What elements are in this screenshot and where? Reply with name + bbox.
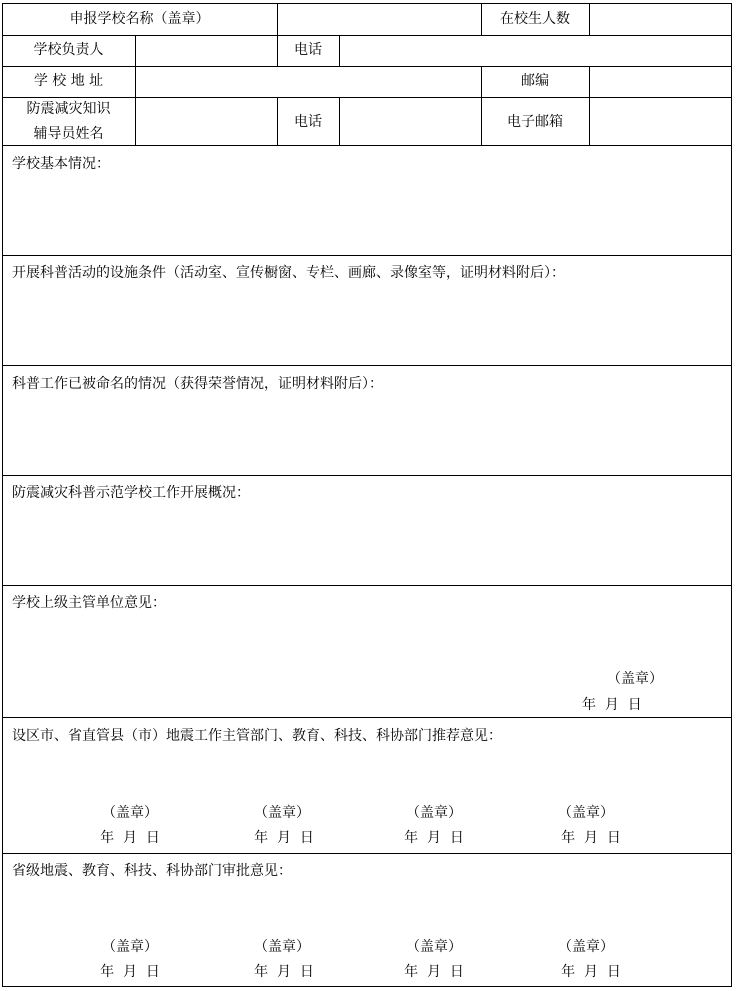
honors-field[interactable] <box>3 396 731 474</box>
section-divider <box>2 475 732 476</box>
address-field[interactable] <box>136 67 481 97</box>
counselor-name-field[interactable] <box>136 98 277 145</box>
seal-text: （盖章） <box>102 805 158 821</box>
seal-text: （盖章） <box>558 805 614 821</box>
counselor-label-line1: 防震减灾知识 <box>26 101 111 117</box>
work-overview-field[interactable] <box>3 506 731 584</box>
date-text: 年 月 日 <box>254 964 314 980</box>
city-opinion-label: 设区市、省直管县（市）地震工作主管部门、教育、科技、科协部门推荐意见： <box>12 728 502 744</box>
seal-text: （盖章） <box>558 939 614 955</box>
city-opinion-field[interactable] <box>3 748 731 798</box>
section-divider <box>2 255 732 256</box>
border-right <box>731 3 732 987</box>
facilities-field[interactable] <box>3 286 731 364</box>
honors-label: 科普工作已被命名的情况（获得荣誉情况，证明材料附后）： <box>12 376 383 392</box>
basic-info-field[interactable] <box>3 176 731 254</box>
seal-text: （盖章） <box>406 805 462 821</box>
superior-opinion-label: 学校上级主管单位意见： <box>12 595 166 611</box>
seal-text: （盖章） <box>406 939 462 955</box>
student-count-label: 在校生人数 <box>500 11 570 27</box>
email-label: 电子邮箱 <box>507 114 563 130</box>
date-text: 年 月 日 <box>254 830 314 846</box>
date-text: 年 月 日 <box>582 697 642 713</box>
section-divider <box>2 585 732 586</box>
student-count-field[interactable] <box>590 4 731 35</box>
principal-label: 学校负责人 <box>33 42 104 58</box>
work-overview-label: 防震减灾科普示范学校工作开展概况： <box>12 485 250 501</box>
section-divider <box>2 717 732 718</box>
principal-field[interactable] <box>136 36 277 66</box>
section-divider <box>2 853 732 854</box>
seal-text: （盖章） <box>254 805 310 821</box>
border-bottom <box>2 986 732 987</box>
border-left <box>2 3 3 987</box>
counselor-phone-field[interactable] <box>340 98 481 145</box>
date-text: 年 月 日 <box>404 830 464 846</box>
counselor-label-line2: 辅导员姓名 <box>33 126 104 142</box>
school-name-field[interactable] <box>278 4 481 35</box>
date-text: 年 月 日 <box>561 830 621 846</box>
date-text: 年 月 日 <box>100 964 160 980</box>
date-text: 年 月 日 <box>100 830 160 846</box>
seal-text: （盖章） <box>102 939 158 955</box>
phone-label: 电话 <box>294 42 322 58</box>
facilities-label: 开展科普活动的设施条件（活动室、宣传橱窗、专栏、画廊、录像室等，证明材料附后）： <box>12 265 565 281</box>
row-divider <box>2 145 732 146</box>
address-label: 学 校 地 址 <box>33 73 104 89</box>
section-divider <box>2 365 732 366</box>
superior-opinion-field[interactable] <box>3 616 731 666</box>
email-field[interactable] <box>590 98 731 145</box>
postcode-field[interactable] <box>590 67 731 97</box>
date-text: 年 月 日 <box>404 964 464 980</box>
phone-label: 电话 <box>294 114 322 130</box>
phone-field[interactable] <box>340 36 731 66</box>
date-text: 年 月 日 <box>561 964 621 980</box>
postcode-label: 邮编 <box>521 73 549 89</box>
school-name-label: 申报学校名称（盖章） <box>69 11 210 27</box>
seal-text: （盖章） <box>607 671 663 687</box>
province-opinion-label: 省级地震、教育、科技、科协部门审批意见： <box>12 863 292 879</box>
province-opinion-field[interactable] <box>3 883 731 933</box>
basic-info-label: 学校基本情况： <box>12 156 110 172</box>
seal-text: （盖章） <box>254 939 310 955</box>
